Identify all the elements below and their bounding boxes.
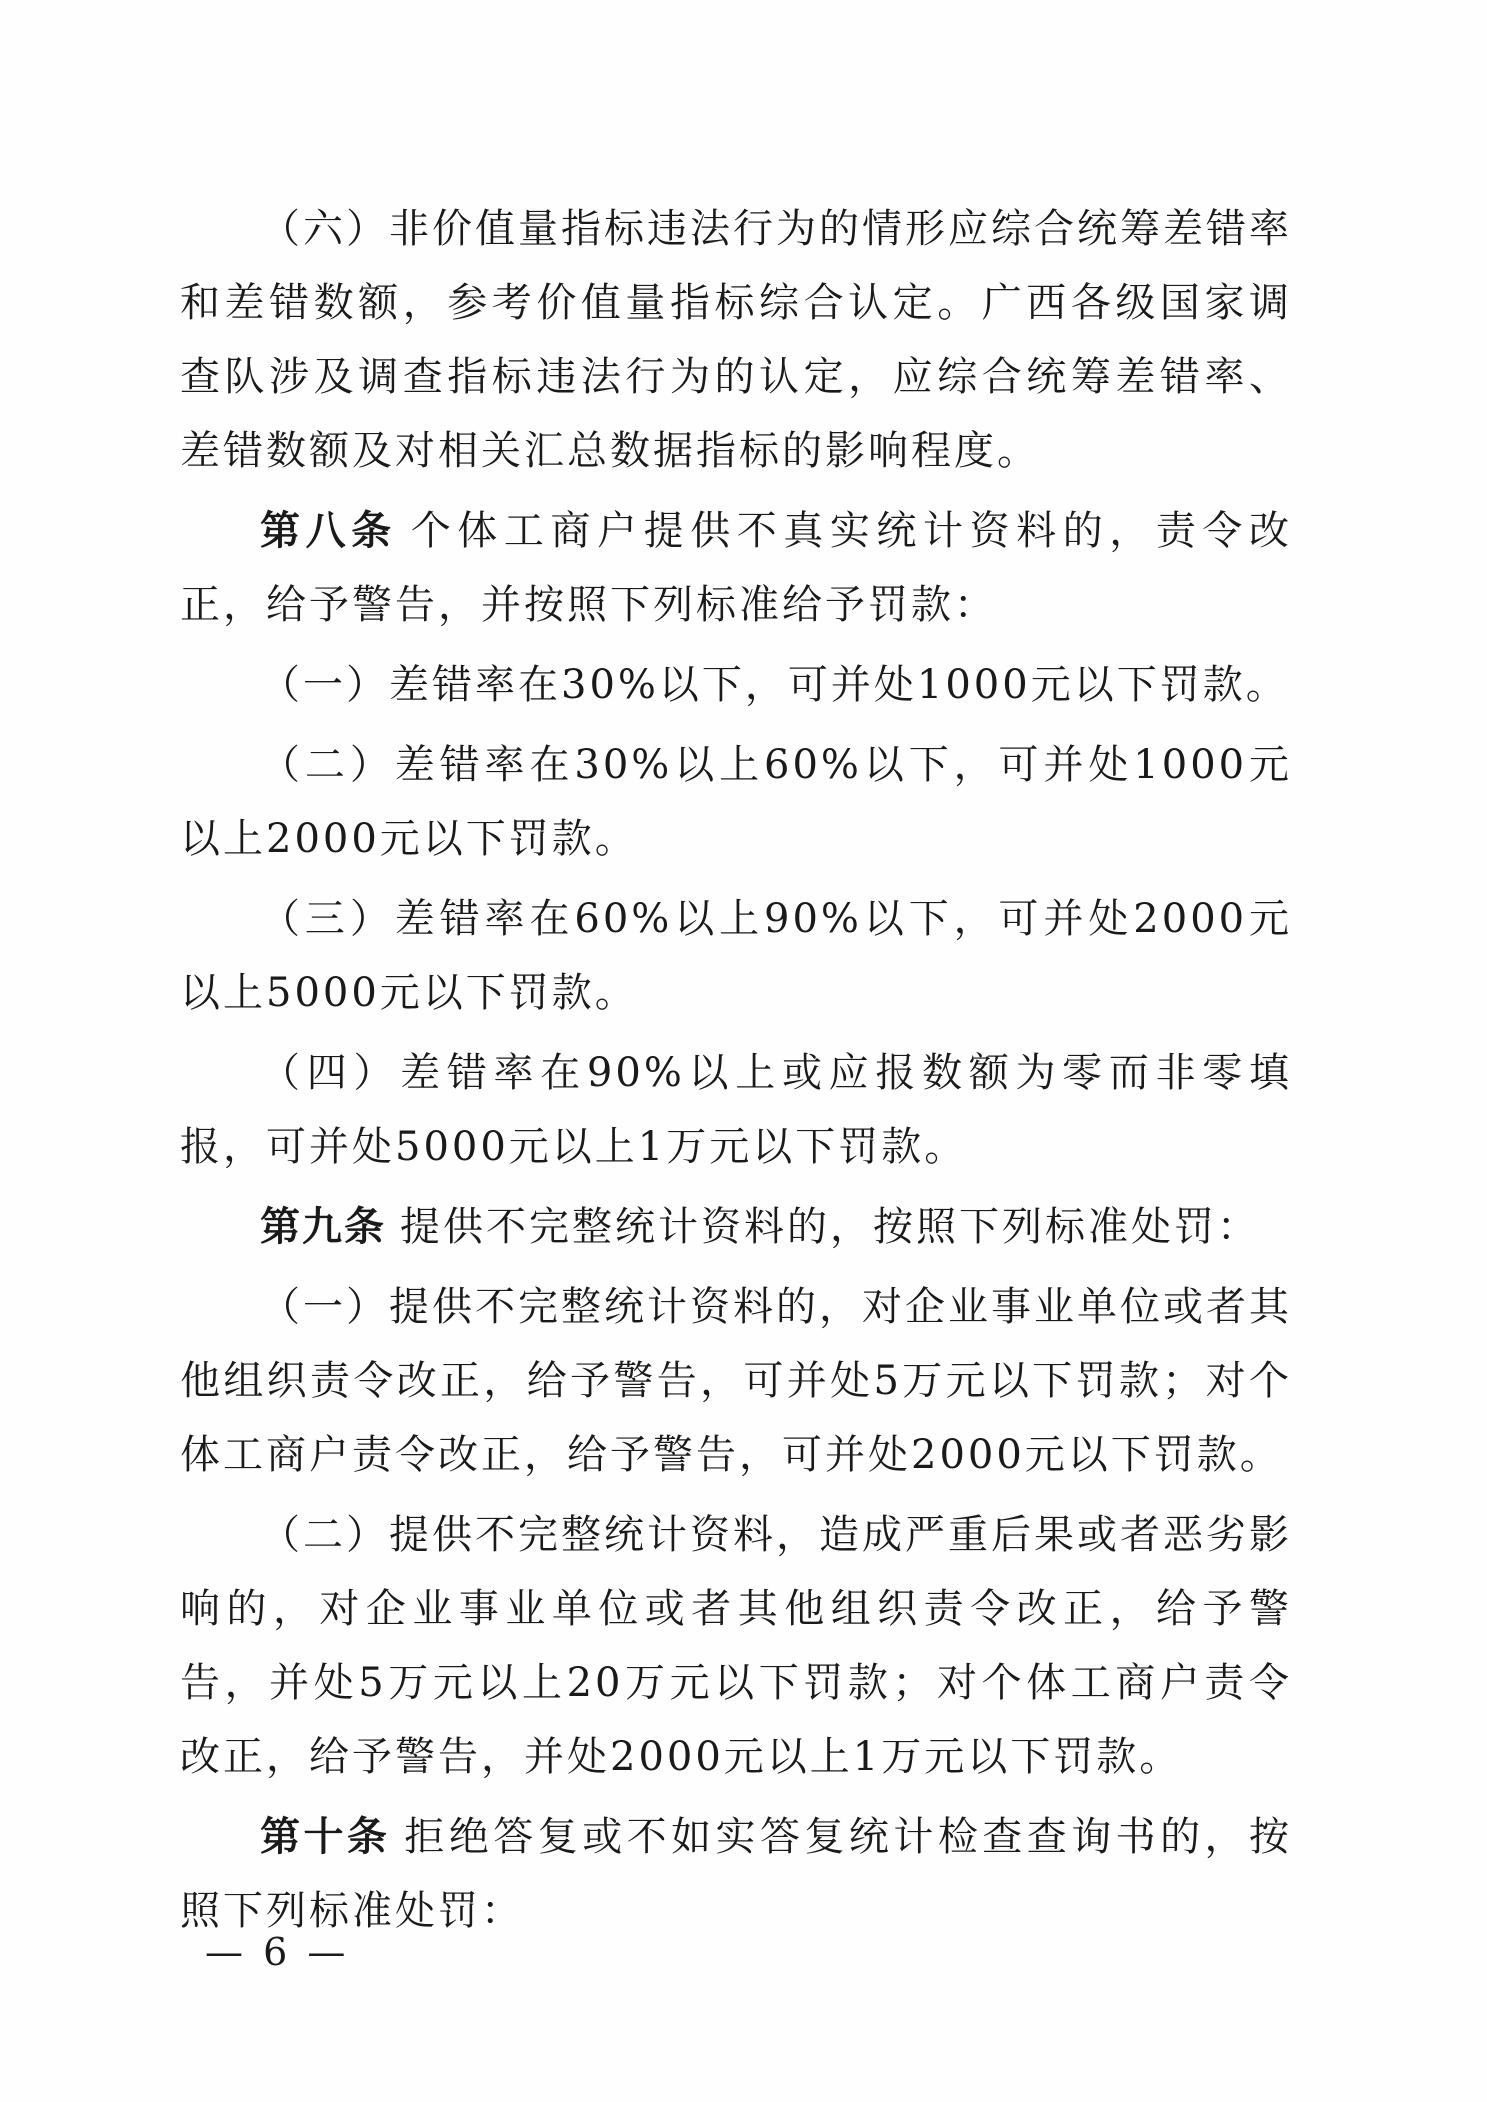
- paragraph-text: （二）差错率在30%以上60%以下，可并处1000元以上2000元以下罚款。: [180, 742, 1292, 862]
- paragraph-text: （六）非价值量指标违法行为的情形应综合统筹差错率和差错数额，参考价值量指标综合认定。广西各级国家调查队涉及调查指标违法行为的认定，应综合统筹差错率、差错数额及对相关汇总数据指标的影响程度。: [180, 206, 1292, 474]
- article-8-item-1: [180, 648, 1292, 722]
- article-9-item-2: [180, 1498, 1292, 1794]
- article-number: 第八条: [260, 508, 397, 554]
- article-8-item-2: [180, 728, 1292, 876]
- paragraph-text: （四）差错率在90%以上或应报数额为零而非零填报，可并处5000元以上1万元以下罚款。: [180, 1050, 1292, 1170]
- paragraph-text: （一）差错率在30%以下，可并处1000元以下罚款。: [260, 662, 1289, 708]
- paragraph-text: （三）差错率在60%以上90%以下，可并处2000元以上5000元以下罚款。: [180, 896, 1292, 1016]
- article-9-paragraph: [180, 1190, 1292, 1264]
- article-number: 第九条: [260, 1204, 386, 1250]
- document-body: [180, 192, 1292, 1954]
- page-number: — 6 —: [205, 1930, 350, 1974]
- article-8-item-3: [180, 882, 1292, 1030]
- paragraph-text: 提供不完整统计资料的，按照下列标准处罚：: [400, 1204, 1260, 1250]
- article-10-paragraph: [180, 1800, 1292, 1948]
- paragraph-text: （一）提供不完整统计资料的，对企业事业单位或者其他组织责令改正，给予警告，可并处5万元以下罚款；对个体工商户责令改正，给予警告，可并处2000元以下罚款。: [180, 1284, 1292, 1478]
- paragraph-text: 拒绝答复或不如实答复统计检查查询书的，按照下列标准处罚：: [180, 1814, 1293, 1934]
- paragraph-item-six: [180, 192, 1292, 488]
- article-9-item-1: [180, 1270, 1292, 1492]
- article-number: 第十条: [260, 1814, 391, 1860]
- article-8-paragraph: [180, 494, 1292, 642]
- paragraph-text: 个体工商户提供不真实统计资料的，责令改正，给予警告，并按照下列标准给予罚款：: [180, 508, 1293, 628]
- article-8-item-4: [180, 1036, 1292, 1184]
- paragraph-text: （二）提供不完整统计资料，造成严重后果或者恶劣影响的，对企业事业单位或者其他组织责令改正，给予警告，并处5万元以上20万元以下罚款；对个体工商户责令改正，给予警告，并处2000元以上1万元以下罚款。: [180, 1512, 1292, 1780]
